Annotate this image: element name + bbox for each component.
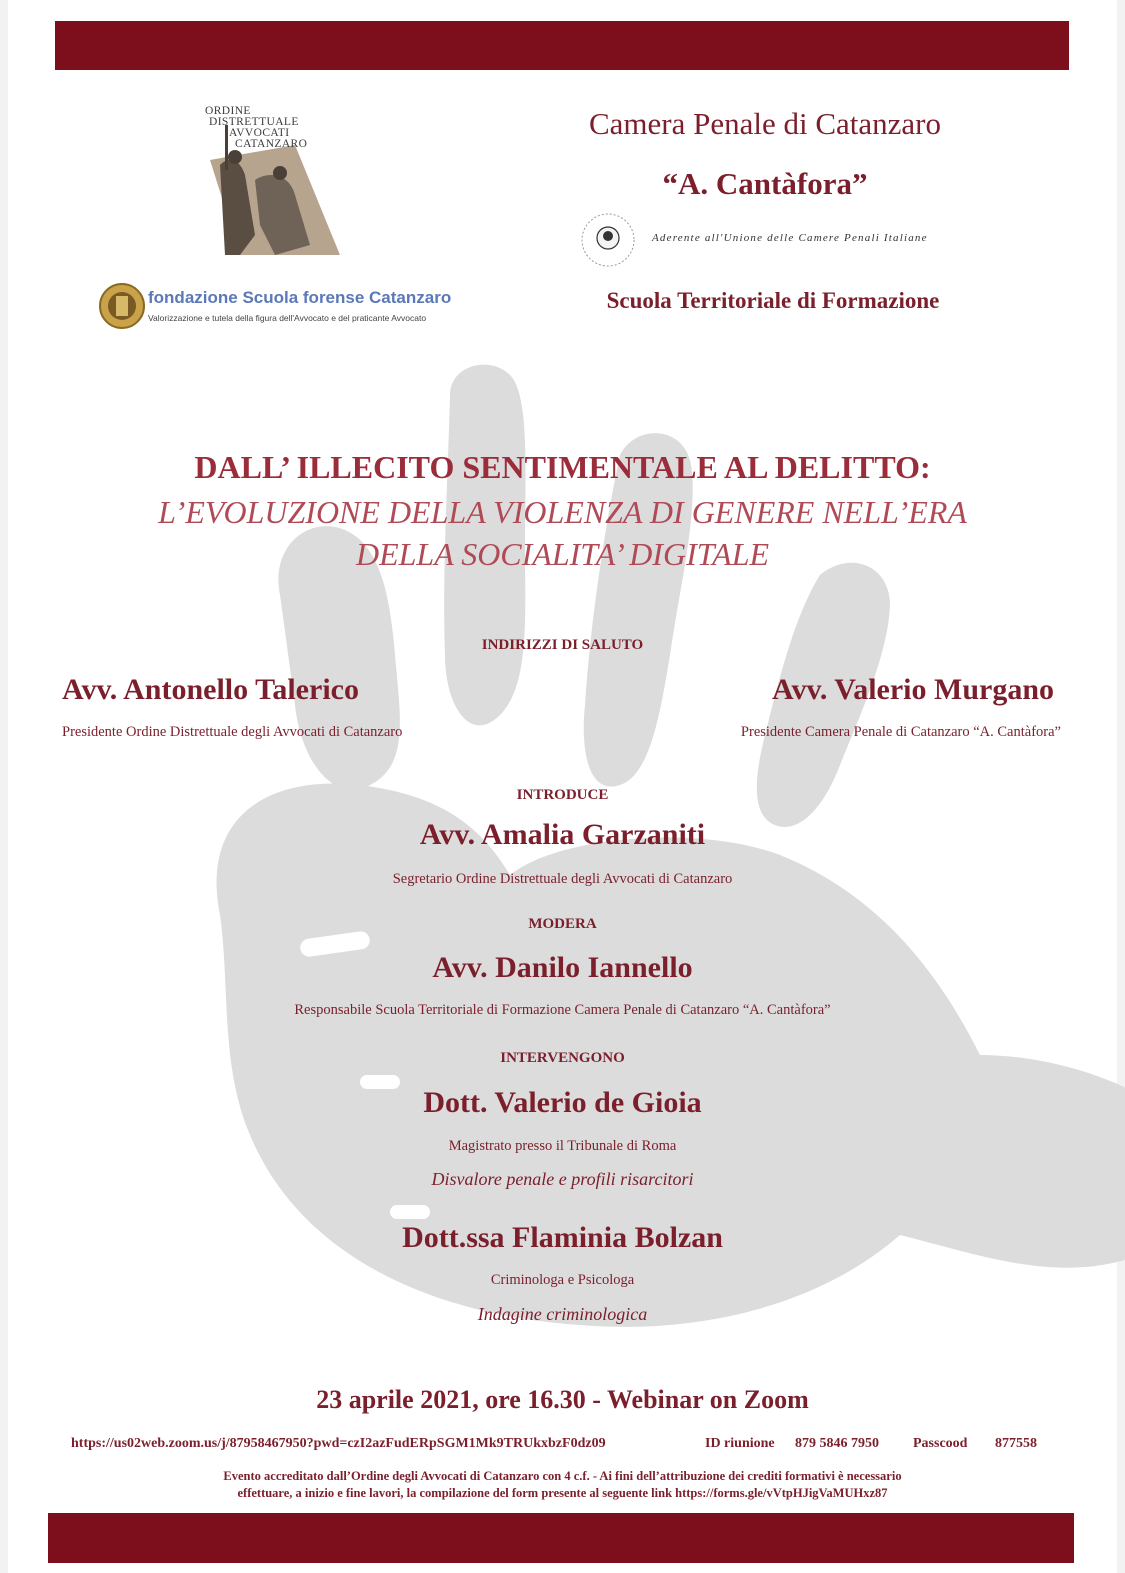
introduce-label: INTRODUCE <box>516 787 609 803</box>
ucpi-text: Aderente all'Unione delle Camere Penali Italiane <box>652 232 928 244</box>
accreditation-note-line-2: effettuare, a inizio e fine lavori, la compilazione del form presente al seguente link https://forms.gle/vVtpHJigVaMUHxz87 <box>237 1486 888 1500</box>
camera-penale-subtitle: “A. Cantàfora” <box>662 166 868 201</box>
saluti-left-role: Presidente Ordine Distrettuale degli Avvocati di Catanzaro <box>62 724 403 740</box>
introduce-name: Avv. Amalia Garzaniti <box>419 818 706 851</box>
event-subtitle-line-2: DELLA SOCIALITA’ DIGITALE <box>355 536 770 572</box>
meeting-id-value: 879 5846 7950 <box>795 1436 879 1451</box>
bottom-banner <box>48 1513 1074 1563</box>
ordine-text-line-2: DISTRETTUALE <box>209 116 299 128</box>
event-date: 23 aprile 2021, ore 16.30 - Webinar on Zoom <box>316 1385 809 1414</box>
fondazione-logo <box>98 280 468 335</box>
meeting-id-label: ID riunione <box>705 1436 775 1451</box>
ordine-text-line-1: ORDINE <box>205 105 251 117</box>
modera-role: Responsabile Scuola Territoriale di Formazione Camera Penale di Catanzaro “A. Cantàfora” <box>294 1002 831 1018</box>
saluti-label: INDIRIZZI DI SALUTO <box>481 637 644 653</box>
saluti-right-role: Presidente Camera Penale di Catanzaro “A. Cantàfora” <box>740 724 1061 740</box>
ordine-logo-text <box>205 106 307 150</box>
speaker2-role: Criminologa e Psicologa <box>490 1272 635 1288</box>
speaker1-name: Dott. Valerio de Gioia <box>423 1086 702 1119</box>
event-subtitle-line-1: L’EVOLUZIONE DELLA VIOLENZA DI GENERE NELL’ERA <box>158 494 967 530</box>
scuola-territoriale: Scuola Territoriale di Formazione <box>606 288 940 313</box>
introduce-role: Segretario Ordine Distrettuale degli Avvocati di Catanzaro <box>392 871 733 887</box>
event-main-title: DALL’ ILLECITO SENTIMENTALE AL DELITTO: <box>194 449 931 485</box>
saluti-left-name: Avv. Antonello Talerico <box>62 673 359 706</box>
passcode-value: 877558 <box>995 1436 1037 1451</box>
ordine-text-line-4: CATANZARO <box>235 138 308 150</box>
ucpi-seal-icon <box>572 210 642 270</box>
fondazione-subtitle: Valorizzazione e tutela della figura dell'Avvocato e del praticante Avvocato <box>148 313 427 323</box>
speaker2-topic: Indagine criminologica <box>477 1304 648 1324</box>
speaker2-name: Dott.ssa Flaminia Bolzan <box>402 1221 723 1254</box>
speaker1-topic: Disvalore penale e profili risarcitori <box>431 1169 694 1189</box>
intervengono-label: INTERVENGONO <box>500 1050 625 1066</box>
camera-penale-title: Camera Penale di Catanzaro <box>588 106 942 141</box>
accreditation-note-line-1: Evento accreditato dall’Ordine degli Avvocati di Catanzaro con 4 c.f. - Ai fini dell’attribuzione dei crediti formativi è necessario <box>223 1469 902 1483</box>
speaker1-role: Magistrato presso il Tribunale di Roma <box>448 1138 677 1154</box>
fondazione-title: fondazione Scuola forense Catanzaro <box>148 288 452 307</box>
saluti-right-name: Avv. Valerio Murgano <box>772 673 1054 706</box>
zoom-link[interactable]: https://us02web.zoom.us/j/87958467950?pwd=czI2azFudERpSGM1Mk9TRUkxbzF0dz09 <box>71 1436 606 1451</box>
fondazione-seal-icon <box>98 280 146 332</box>
top-banner <box>55 21 1069 70</box>
passcode-label: Passcood <box>913 1436 968 1451</box>
modera-name: Avv. Danilo Iannello <box>432 951 693 984</box>
ordine-text-line-3: AVVOCATI <box>229 127 290 139</box>
modera-label: MODERA <box>528 916 597 932</box>
